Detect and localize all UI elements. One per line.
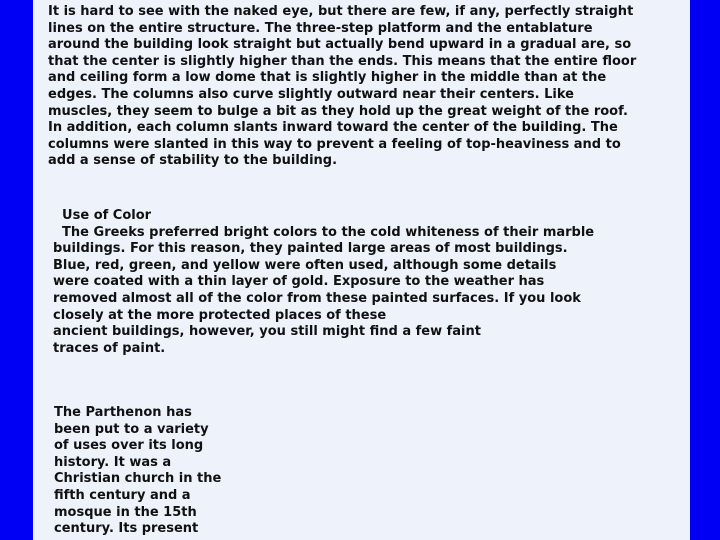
paragraph-straight-lines: It is hard to see with the naked eye, but there are few, if any, perfectly straight lines on the entire structure. The three-step platform and the entablature around the building look straight but actually bend upward in a gradual are, so that the center is slightly higher than the ends. This means that the entire floor and ceiling form a low dome that is slightly higher in the middle than at the edges. The columns also curve slightly outward near their centers. Like muscles, they seem to bulge a bit as they hold up the great weight of the roof. In addition, each column slants inward toward the center of the building. The columns were slanted in this way to prevent a feeling of top-heaviness and to add a sense of stability to the building.	[48, 4, 637, 169]
document-panel	[33, 0, 690, 540]
paragraph-parthenon-uses: The Parthenon has been put to a variety of uses over its long history. It was a Christian church in the fifth century and a mosque in the 15th century. Its present	[54, 405, 222, 537]
paragraph-use-of-color: Use of Color The Greeks preferred bright colors to the cold whiteness of their marble buildings. For this reason, they painted large areas of most buildings. Blue, red, green, and yellow were often used, although some details were coated with a thin layer of gold. Exposure to the weather has removed almost all of the color from these painted surfaces. If you look closely at the more protected places of these ancient buildings, however, you still might find a few faint traces of paint.	[53, 208, 595, 356]
